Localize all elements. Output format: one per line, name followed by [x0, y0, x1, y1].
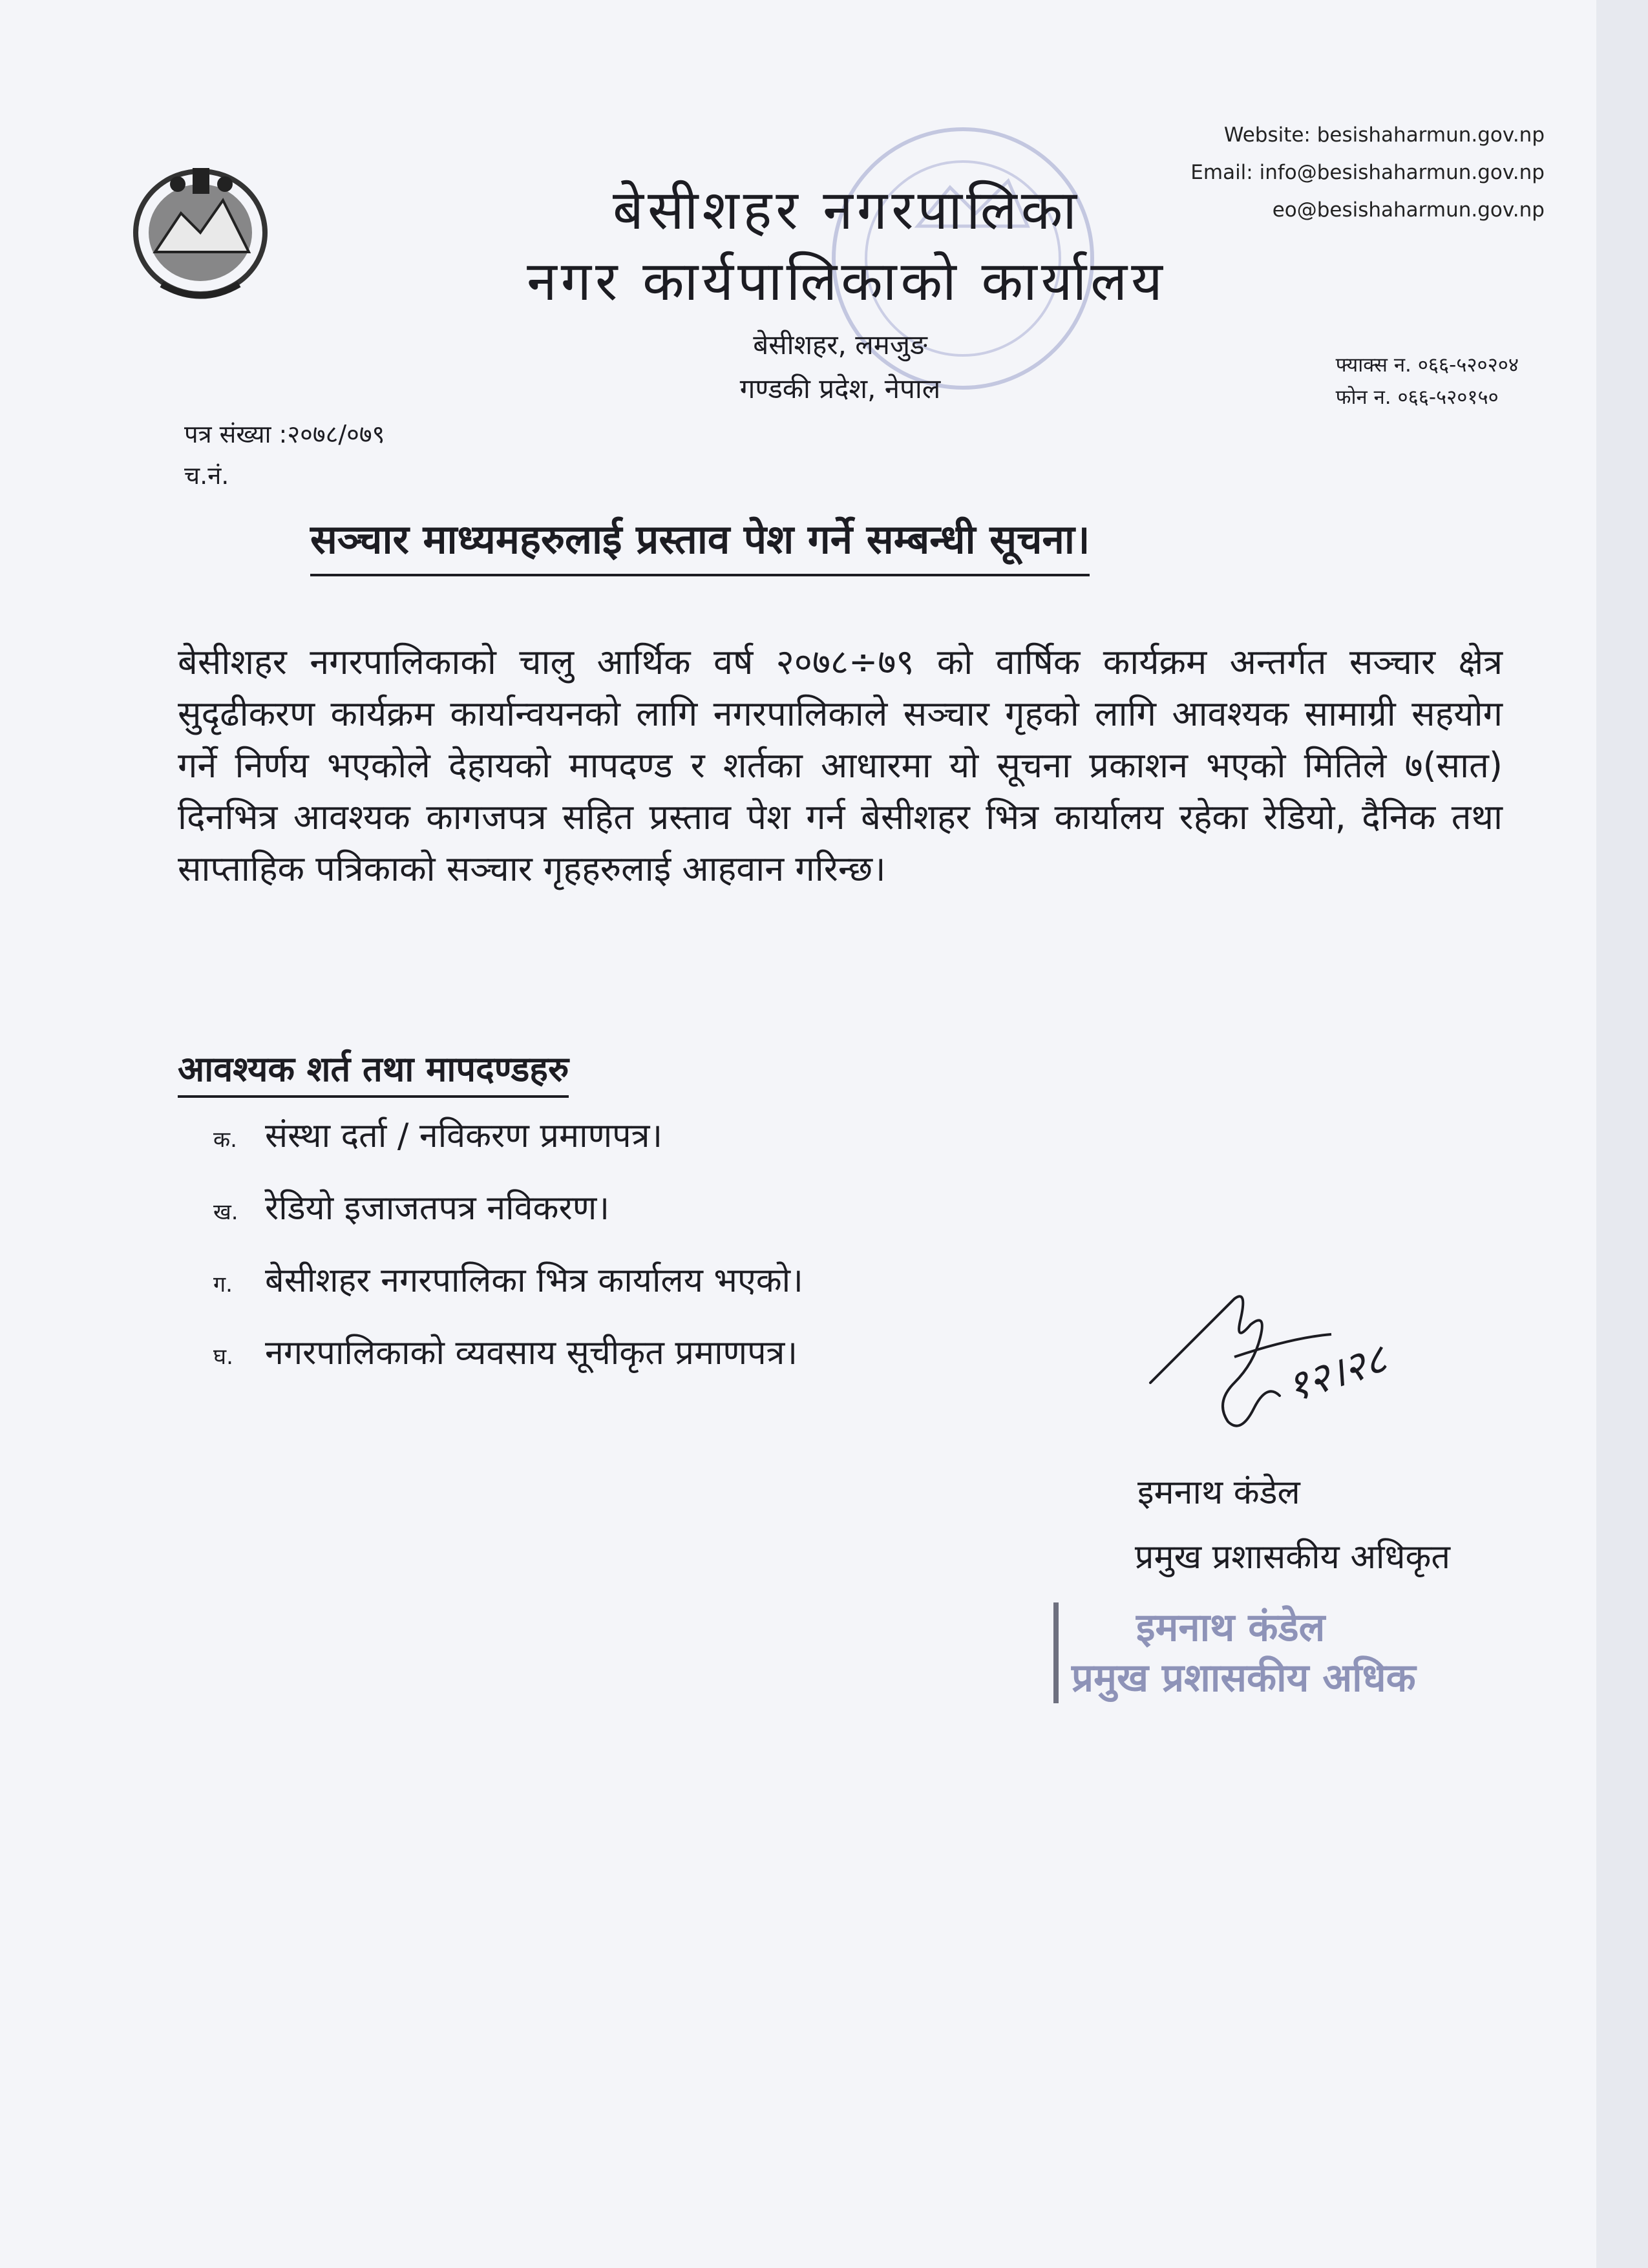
list-item-text: संस्था दर्ता / नविकरण प्रमाणपत्र। [265, 1117, 663, 1155]
reference-block [184, 414, 385, 496]
list-item [213, 1111, 803, 1184]
email-text: Email: info@besishaharmun.gov.np [1190, 161, 1545, 184]
website-text: Website: besishaharmun.gov.np [1223, 123, 1545, 147]
signatory-block [1099, 1460, 1486, 1590]
nepal-emblem-icon [116, 155, 284, 310]
address-line-1: बेसीशहर, लमजुङ [753, 329, 927, 361]
fax-phone-block [1336, 349, 1519, 414]
list-item [213, 1328, 803, 1401]
org-name: बेसीशहर नगरपालिका [613, 178, 1081, 242]
signatory-name: इमनाथ कंडेल [1137, 1473, 1300, 1512]
letter-number: पत्र संख्या :२०७८/०७९ [184, 420, 385, 448]
list-item-text: बेसीशहर नगरपालिका भित्र कार्यालय भएको। [265, 1261, 803, 1300]
letterhead [362, 174, 1331, 317]
list-item [213, 1256, 803, 1328]
criteria-heading: आवश्यक शर्त तथा मापदण्डहरु [178, 1044, 569, 1098]
name-stamp [1053, 1602, 1416, 1703]
notice-body: बेसीशहर नगरपालिकाको चालु आर्थिक वर्ष २०७८÷७९ को वार्षिक कार्यक्रम अन्तर्गत सञ्चार क्षेत्र सुदृढीकरण कार्यक्रम कार्यान्वयनको लागि नगरपालिकाले सञ्चार गृहको लागि आवश्यक सामाग्री सहयोग गर्ने निर्णय भएकोले देहायको मापदण्ड र शर्तका आधारमा यो सूचना प्रकाशन भएको मितिले ७(सात) दिनभित्र आवश्यक कागजपत्र सहित प्रस्ताव पेश गर्न बेसीशहर भित्र कार्यालय रहेका रेडियो, दैनिक तथा साप्ताहिक पत्रिकाको सञ्चार गृहहरुलाई आहवान गरिन्छ। [178, 642, 1503, 889]
subject-heading: सञ्चार माध्यमहरुलाई प्रस्ताव पेश गर्ने सम्बन्धी सूचना। [310, 510, 1090, 576]
fax-text: फ्याक्स न. ०६६-५२०२०४ [1335, 353, 1519, 377]
address-block [679, 323, 1002, 411]
stamp-title: प्रमुख प्रशासकीय अधिक [1072, 1655, 1416, 1701]
list-marker: ख. [213, 1199, 238, 1225]
signature-date: १२।२८ [1281, 1335, 1393, 1412]
scan-margin [1596, 0, 1648, 2268]
list-marker: क. [213, 1127, 237, 1153]
list-item-text: नगरपालिकाको व्यवसाय सूचीकृत प्रमाणपत्र। [265, 1334, 798, 1372]
list-marker: घ. [213, 1344, 233, 1370]
handwritten-signature-icon [1137, 1273, 1435, 1467]
office-name: नगर कार्यपालिकाको कार्यालय [527, 249, 1167, 313]
signatory-title: प्रमुख प्रशासकीय अधिकृत [1134, 1538, 1451, 1577]
list-marker: ग. [213, 1272, 233, 1297]
address-line-2: गण्डकी प्रदेश, नेपाल [739, 373, 941, 404]
email-secondary-text: eo@besishaharmun.gov.np [1272, 198, 1545, 222]
dispatch-number: च.नं. [184, 461, 229, 490]
criteria-list [213, 1111, 803, 1401]
phone-text: फोन न. ०६६-५२०१५० [1335, 386, 1499, 409]
list-item [213, 1184, 803, 1256]
list-item-text: रेडियो इजाजतपत्र नविकरण। [265, 1189, 610, 1228]
stamp-name: इमनाथ कंडेल [1136, 1605, 1326, 1650]
